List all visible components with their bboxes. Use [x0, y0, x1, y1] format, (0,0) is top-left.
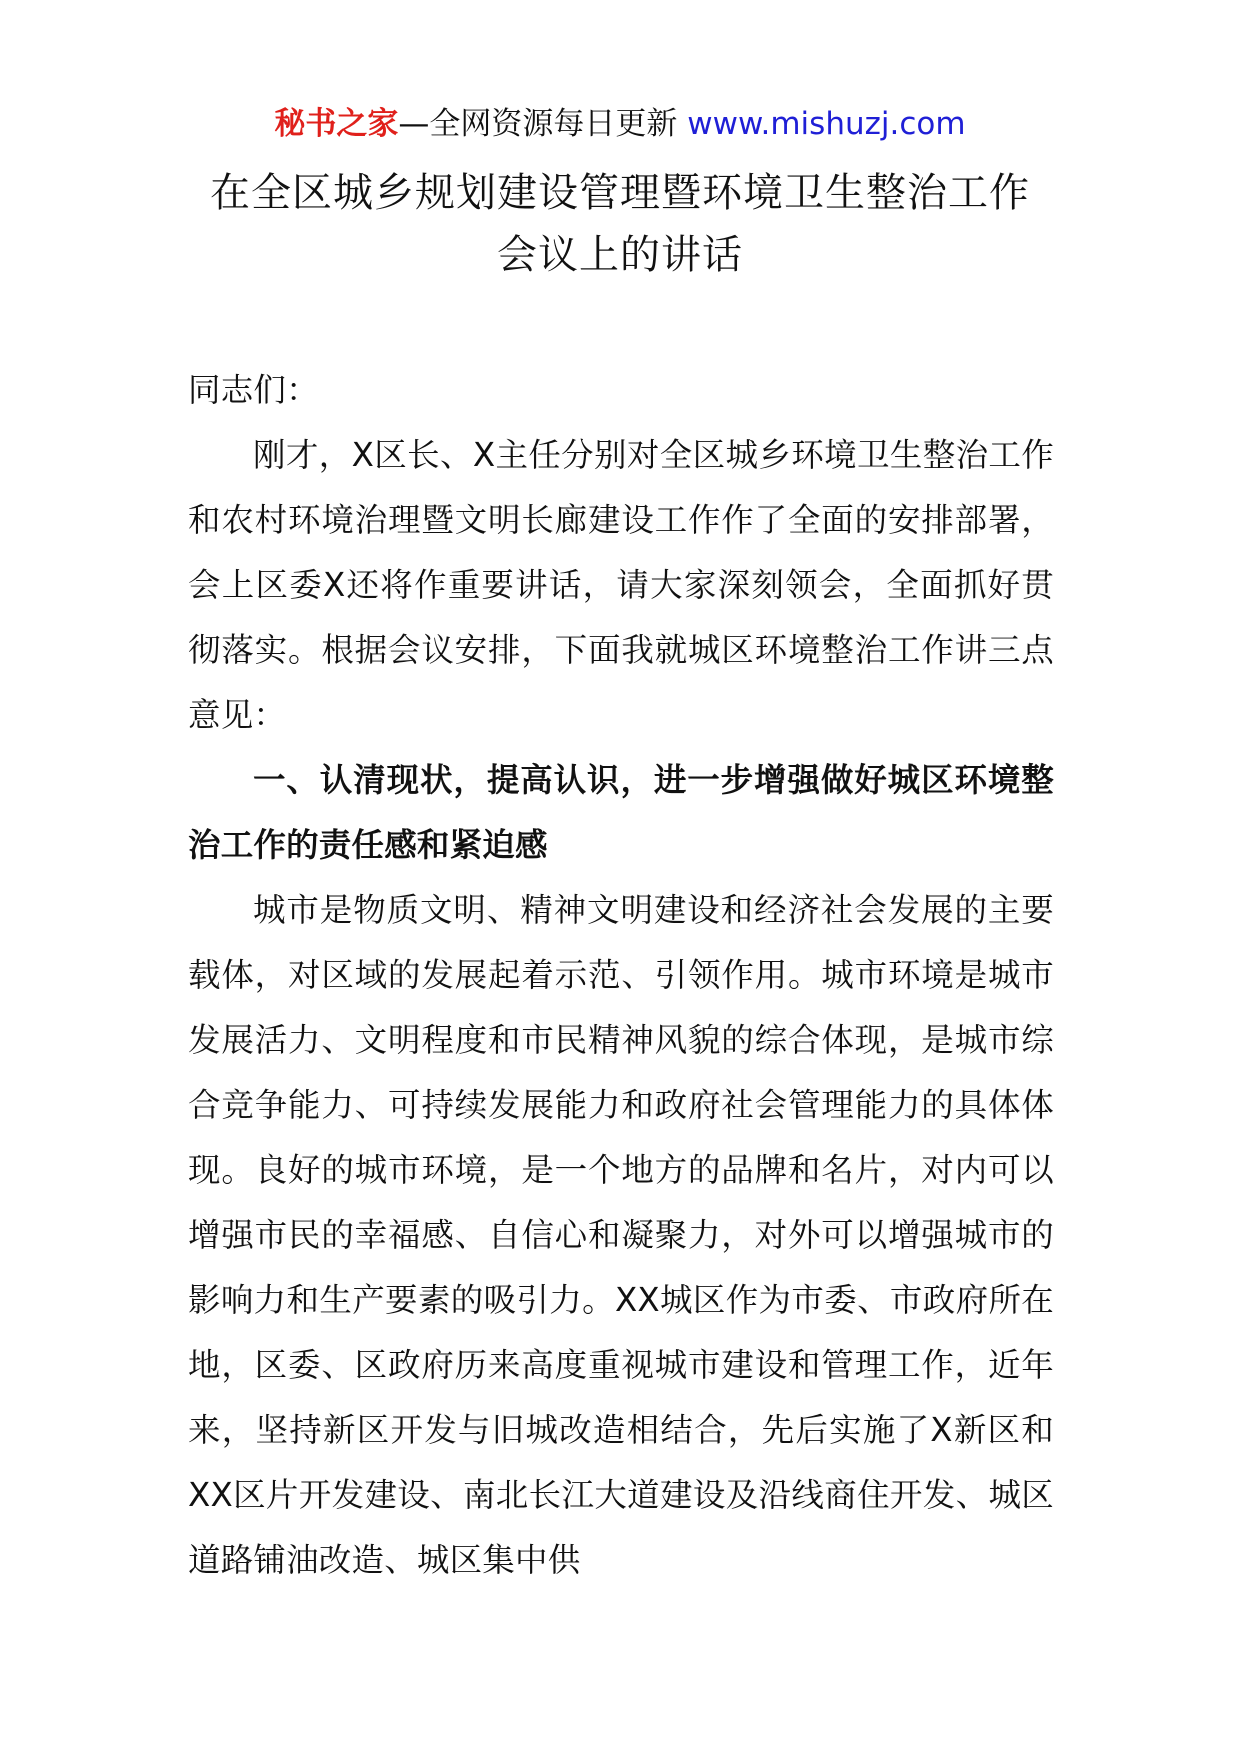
watermark-slogan: —全网资源每日更新 [398, 106, 688, 142]
document-body [188, 358, 1054, 1593]
body-paragraph: 刚才，X区长、X主任分别对全区城乡环境卫生整治工作和农村环境治理暨文明长廊建设工作作了全面的安排部署，会上区委X还将作重要讲话，请大家深刻领会，全面抓好贯彻落实。根据会议安排，下面我就城区环境整治工作讲三点意见： [188, 436, 1054, 734]
watermark-url[interactable]: www.mishuzj.com [687, 106, 966, 142]
watermark-banner [0, 102, 1240, 146]
title-line-2: 会议上的讲话 [497, 232, 743, 278]
document-title [150, 162, 1090, 286]
watermark-brand: 秘书之家 [274, 106, 399, 142]
section-heading: 一、认清现状，提高认识，进一步增强做好城区环境整治工作的责任感和紧迫感 [188, 761, 1054, 864]
title-line-1: 在全区城乡规划建设管理暨环境卫生整治工作 [210, 170, 1030, 216]
salutation: 同志们： [188, 371, 319, 409]
body-paragraph: 城市是物质文明、精神文明建设和经济社会发展的主要载体，对区域的发展起着示范、引领作用。城市环境是城市发展活力、文明程度和市民精神风貌的综合体现，是城市综合竞争能力、可持续发展能力和政府社会管理能力的具体体现。良好的城市环境，是一个地方的品牌和名片，对内可以增强市民的幸福感、自信心和凝聚力，对外可以增强城市的影响力和生产要素的吸引力。XX城区作为市委、市政府所在地，区委、区政府历来高度重视城市建设和管理工作，近年来，坚持新区开发与旧城改造相结合，先后实施了X新区和XX区片开发建设、南北长江大道建设及沿线商住开发、城区道路铺油改造、城区集中供 [188, 891, 1054, 1579]
